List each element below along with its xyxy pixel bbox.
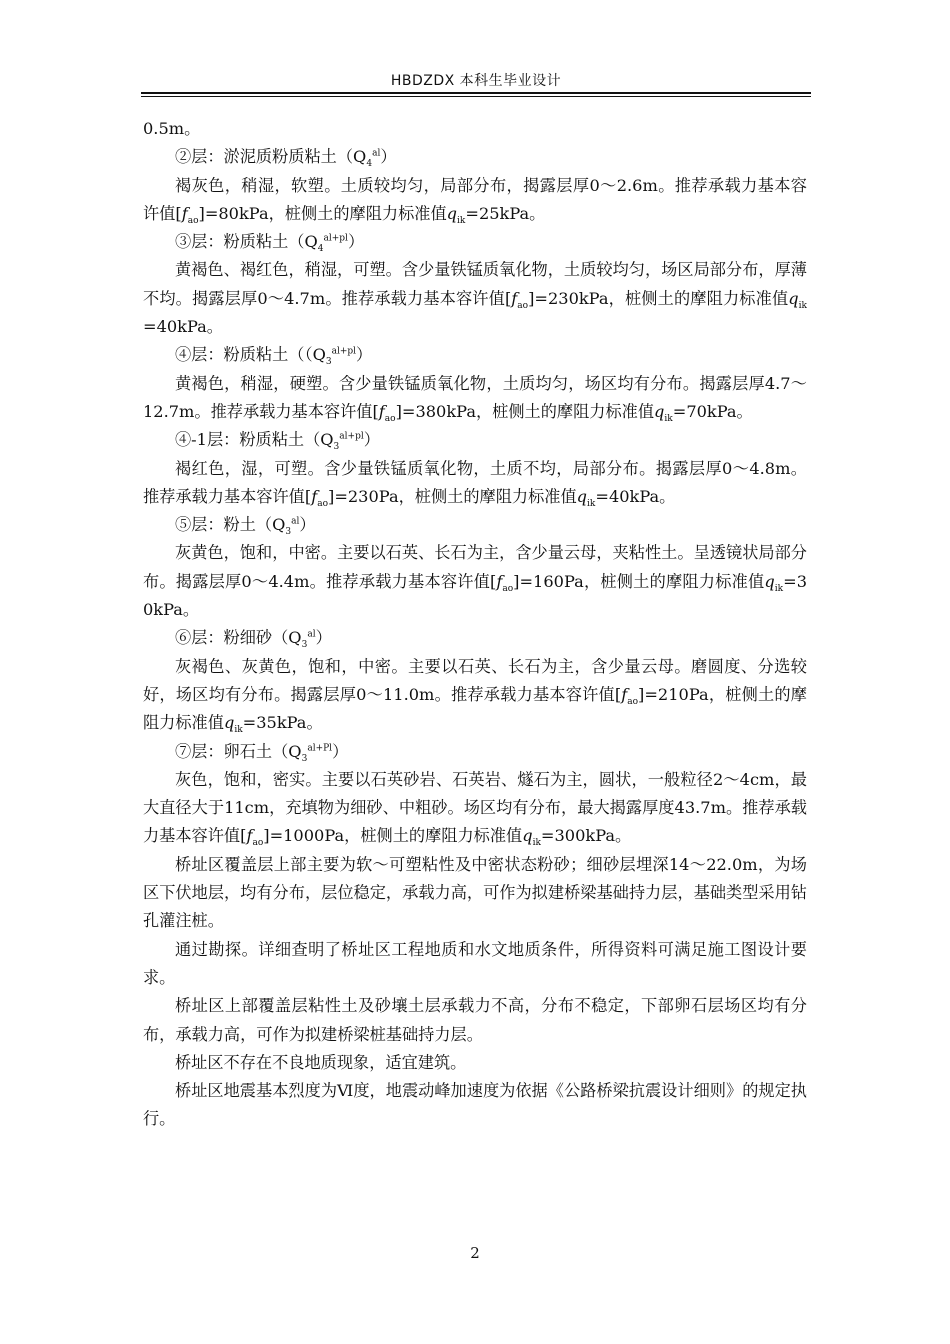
layer-7-title: ⑦层：卵石土$(Q_3^{al+Pl})$ (175, 741, 349, 764)
header-rule-thin (141, 96, 811, 97)
layer-6-title: ⑥层：粉细砂$(Q_3^{al})$ (175, 628, 332, 651)
layer-4-1-description: 褐红色，湿，可塑。含少量铁锰质氧化物，土质不均，局部分布。揭露层厚0～4.8m。推荐承载力基本容许值$[f_{ao}]=230Pa$，桩侧土的摩阻力标准值$q_{ik}=40kPa$。 (143, 458, 807, 510)
document-body (143, 115, 807, 1134)
header-rule (141, 92, 811, 94)
layer-5-title: ⑤层：粉土$(Q_3^{al})$ (175, 515, 316, 538)
layer-2-title: ②层：淤泥质粉质粘土$(Q_4^{al})$ (175, 147, 397, 170)
layer-3-title: ③层：粉质粘土$(Q_4^{al+pl})$ (175, 232, 365, 255)
layer-3-description: 黄褐色、褐红色，稍湿，可塑。含少量铁锰质氧化物，土质较均匀，场区局部分布，厚薄不均。揭露层厚0～4.7m。推荐承载力基本容许值$[f_{ao}]=230kPa$，桩侧土的摩阻力标准值$q_{ik}=40kPa$。 (143, 260, 807, 337)
layer-2-description: 褐灰色，稍湿，软塑。土质较均匀，局部分布，揭露层厚0～2.6m。推荐承载力基本容许值$[f_{ao}]=80kPa$，桩侧土的摩阻力标准值$q_{ik}=25kPa$。 (143, 175, 807, 227)
layer-4-1-title: ④-1层：粉质粘土$(Q_3^{al+pl})$ (175, 430, 380, 453)
paragraph-seismic: 桥址区地震基本烈度为Ⅵ度，地震动峰加速度为依据《公路桥梁抗震设计细则》的规定执行。 (143, 1081, 807, 1129)
page-number: 2 (470, 1244, 480, 1262)
layer-4-title: ④层：粉质粘土（$(Q_3^{al+pl})$ (175, 345, 373, 368)
layer-4-description: 黄褐色，稍湿，硬塑。含少量铁锰质氧化物，土质均匀，场区均有分布。揭露层厚4.7～12.7m。推荐承载力基本容许值$[f_{ao}]=380kPa$，桩侧土的摩阻力标准值$q_{ik}=70kPa$。 (143, 373, 807, 425)
paragraph-continuation: 0.5m。 (143, 119, 201, 138)
paragraph-upper-layer: 桥址区上部覆盖层粘性土及砂壤土层承载力不高，分布不稳定，下部卵石层场区均有分布，承载力高，可作为拟建桥梁桩基础持力层。 (143, 996, 807, 1044)
layer-7-description: 灰色，饱和，密实。主要以石英砂岩、石英岩、燧石为主，圆状，一般粒径2～4cm，最大直径大于11cm，充填物为细砂、中粗砂。场区均有分布，最大揭露厚度43.7m。推荐承载力基本容许值$[f_{ao}]=1000Pa$，桩侧土的摩阻力标准值$q_{ik}=300kPa$。 (143, 769, 807, 849)
paragraph-survey: 通过勘探。详细查明了桥址区工程地质和水文地质条件，所得资料可满足施工图设计要求。 (143, 939, 807, 987)
paragraph-no-bad-geology: 桥址区不存在不良地质现象，适宜建筑。 (175, 1052, 467, 1072)
page-header: HBDZDX 本科生毕业设计 (390, 73, 562, 89)
layer-6-description: 灰褐色、灰黄色，饱和，中密。主要以石英、长石为主，含少量云母。磨圆度、分选较好，场区均有分布。揭露层厚0～11.0m。推荐承载力基本容许值$[f_{ao}]=210Pa$，桩侧土的摩阻力标准值$q_{ik}=35kPa$。 (143, 656, 807, 736)
layer-5-description: 灰黄色，饱和，中密。主要以石英、长石为主，含少量云母，夹粘性土。呈透镜状局部分布。揭露层厚0～4.4m。推荐承载力基本容许值$[f_{ao}]=160Pa$，桩侧土的摩阻力标准值$q_{ik}=30kPa$。 (143, 543, 807, 620)
paragraph-cover-layer: 桥址区覆盖层上部主要为软～可塑粘性及中密状态粉砂；细砂层埋深14～22.0m，为场区下伏地层，均有分布，层位稳定，承载力高，可作为拟建桥梁基础持力层，基础类型采用钻孔灌注桩。 (143, 854, 807, 931)
